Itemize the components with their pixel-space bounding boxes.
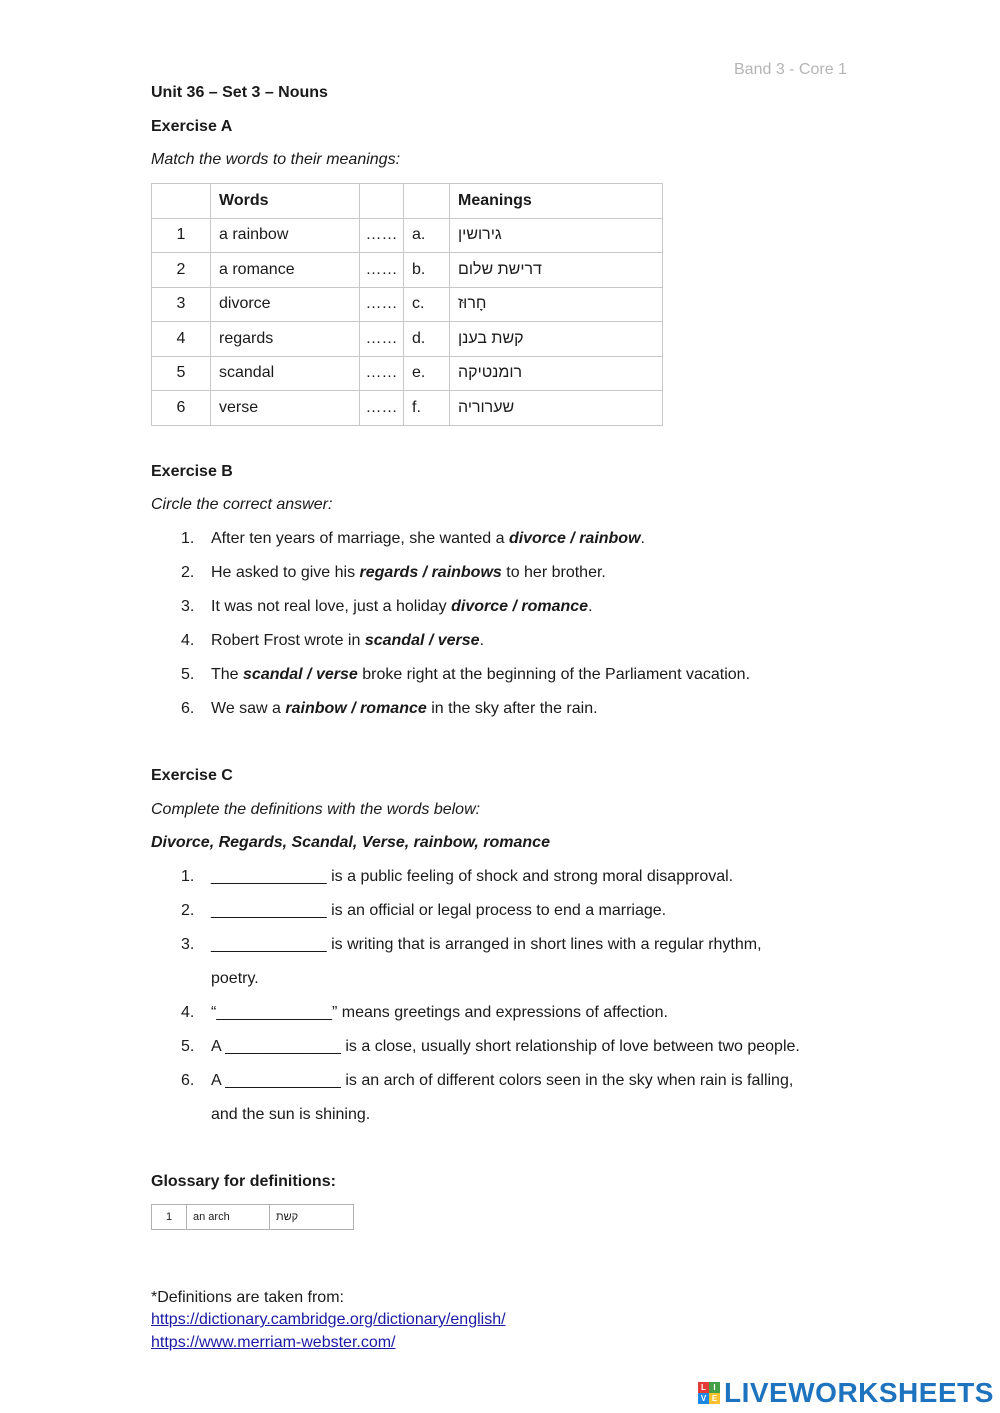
answer-choice[interactable]: scandal / verse (364, 632, 480, 649)
exercise-c-heading: Exercise C (151, 767, 233, 784)
item-text-post: . (640, 530, 645, 547)
list-item (151, 522, 750, 556)
item-text-post: to her brother. (501, 564, 606, 581)
answer-choice[interactable]: rainbow / romance (285, 700, 427, 717)
row-word: scandal (211, 356, 360, 391)
row-word: a rainbow (211, 218, 360, 253)
meaning-text: שערוריה (458, 398, 515, 416)
exercise-c-instruction: Complete the definitions with the words below: (151, 801, 481, 818)
table-row (152, 253, 663, 288)
row-word: verse (211, 391, 360, 426)
row-word: regards (211, 322, 360, 357)
list-item (151, 658, 750, 692)
item-text-post: broke right at the beginning of the Parliament vacation. (357, 666, 751, 683)
list-item (151, 860, 800, 894)
meaning-text: רומנטיקה (458, 364, 523, 382)
table-row (152, 287, 663, 322)
logo-letter: I (709, 1382, 720, 1393)
footer-note: *Definitions are taken from: (151, 1289, 344, 1306)
exercise-a-heading: Exercise A (151, 118, 233, 135)
row-letter: a. (404, 218, 450, 253)
row-letter: f. (404, 391, 450, 426)
answer-blank[interactable]: …… (360, 391, 404, 426)
glossary-number: 1 (152, 1205, 187, 1230)
row-meaning (450, 287, 663, 322)
item-number: 6. (181, 1072, 195, 1089)
header-words: Words (211, 184, 360, 219)
row-meaning (450, 391, 663, 426)
logo-text: LIVEWORKSHEETS (724, 1377, 994, 1408)
answer-choice[interactable]: regards / rainbows (359, 564, 502, 581)
table-row (152, 356, 663, 391)
exercise-a-instruction: Match the words to their meanings: (151, 151, 401, 168)
list-item (151, 928, 800, 996)
item-number: 4. (181, 1004, 195, 1021)
item-number: 1. (181, 530, 195, 547)
meaning-text: קשת בענן (458, 329, 524, 347)
list-item (151, 1030, 800, 1064)
item-text-pre: We saw a (211, 700, 286, 717)
list-item (151, 1064, 800, 1132)
exercise-b-list (151, 522, 750, 726)
glossary-meaning-text: קשת (276, 1211, 299, 1223)
definition-line-continued: poetry. (211, 970, 259, 987)
answer-blank[interactable]: …… (360, 356, 404, 391)
logo-letter: L (698, 1382, 709, 1393)
exercise-c-list (151, 860, 800, 1132)
list-item (151, 894, 800, 928)
answer-choice[interactable]: scandal / verse (243, 666, 358, 683)
item-number: 4. (181, 632, 195, 649)
list-item (151, 996, 800, 1030)
meaning-text: גירושין (458, 226, 502, 244)
table-row (152, 391, 663, 426)
table-row (152, 1205, 354, 1230)
glossary-word: an arch (187, 1205, 270, 1230)
row-letter: e. (404, 356, 450, 391)
meaning-text: חָרוּז (458, 295, 487, 313)
item-text-pre: It was not real love, just a holiday (211, 598, 452, 615)
row-word: divorce (211, 287, 360, 322)
definition-line[interactable]: A _____________ is an arch of different colors seen in the sky when rain is falling, (211, 1072, 794, 1089)
answer-choice[interactable]: divorce / romance (451, 598, 589, 615)
merriam-webster-link[interactable]: https://www.merriam-webster.com/ (151, 1334, 396, 1351)
exercise-b-heading: Exercise B (151, 463, 233, 480)
logo-mark-icon (698, 1382, 720, 1404)
definition-line[interactable]: _____________ is an official or legal process to end a marriage. (211, 902, 667, 919)
list-item (151, 590, 750, 624)
item-text-pre: Robert Frost wrote in (211, 632, 365, 649)
item-number: 5. (181, 1038, 195, 1055)
row-letter: d. (404, 322, 450, 357)
band-label: Band 3 - Core 1 (734, 61, 847, 78)
list-item (151, 556, 750, 590)
item-text-pre: The (211, 666, 244, 683)
glossary-table (151, 1204, 354, 1230)
cambridge-link[interactable]: https://dictionary.cambridge.org/dictionary/english/ (151, 1311, 506, 1328)
meaning-text: דרישת שלום (458, 260, 542, 278)
logo-letter: V (698, 1393, 709, 1404)
definition-line-continued: and the sun is shining. (211, 1106, 371, 1123)
list-item (151, 692, 750, 726)
row-meaning (450, 253, 663, 288)
logo-letter: E (709, 1393, 720, 1404)
header-letter (404, 184, 450, 219)
liveworksheets-logo[interactable] (698, 1376, 994, 1410)
item-number: 2. (181, 902, 195, 919)
header-meanings: Meanings (450, 184, 663, 219)
definition-line[interactable]: _____________ is a public feeling of shock and strong moral disapproval. (211, 868, 734, 885)
row-number: 4 (152, 322, 211, 357)
list-item (151, 624, 750, 658)
item-text-pre: After ten years of marriage, she wanted a (211, 530, 509, 547)
answer-blank[interactable]: …… (360, 218, 404, 253)
item-number: 5. (181, 666, 195, 683)
row-number: 6 (152, 391, 211, 426)
answer-choice[interactable]: divorce / rainbow (508, 530, 641, 547)
row-meaning (450, 218, 663, 253)
table-row (152, 218, 663, 253)
table-row (152, 322, 663, 357)
header-blank (360, 184, 404, 219)
row-letter: b. (404, 253, 450, 288)
word-bank: Divorce, Regards, Scandal, Verse, rainbow, romance (151, 834, 550, 851)
item-number: 3. (181, 598, 195, 615)
item-number: 1. (181, 868, 195, 885)
definition-line[interactable]: A _____________ is a close, usually short relationship of love between two people. (211, 1038, 800, 1055)
table-header-row (152, 184, 663, 219)
row-number: 3 (152, 287, 211, 322)
definition-line[interactable]: “_____________” means greetings and expressions of affection. (211, 1004, 668, 1021)
matching-table (151, 183, 663, 426)
item-text-post: in the sky after the rain. (426, 700, 598, 717)
row-number: 1 (152, 218, 211, 253)
answer-blank[interactable]: …… (360, 253, 404, 288)
row-number: 5 (152, 356, 211, 391)
page-title: Unit 36 – Set 3 – Nouns (151, 84, 328, 101)
row-meaning (450, 356, 663, 391)
exercise-b-instruction: Circle the correct answer: (151, 496, 333, 513)
header-num (152, 184, 211, 219)
row-letter: c. (404, 287, 450, 322)
item-text-pre: He asked to give his (211, 564, 360, 581)
row-word: a romance (211, 253, 360, 288)
definition-line[interactable]: _____________ is writing that is arranged in short lines with a regular rhythm, (211, 936, 762, 953)
glossary-meaning (270, 1205, 354, 1230)
item-text-post: . (479, 632, 485, 649)
item-text-post: . (588, 598, 593, 615)
glossary-heading: Glossary for definitions: (151, 1173, 336, 1190)
row-meaning (450, 322, 663, 357)
answer-blank[interactable]: …… (360, 322, 404, 357)
item-number: 3. (181, 936, 195, 953)
row-number: 2 (152, 253, 211, 288)
item-number: 6. (181, 700, 195, 717)
answer-blank[interactable]: …… (360, 287, 404, 322)
item-number: 2. (181, 564, 195, 581)
